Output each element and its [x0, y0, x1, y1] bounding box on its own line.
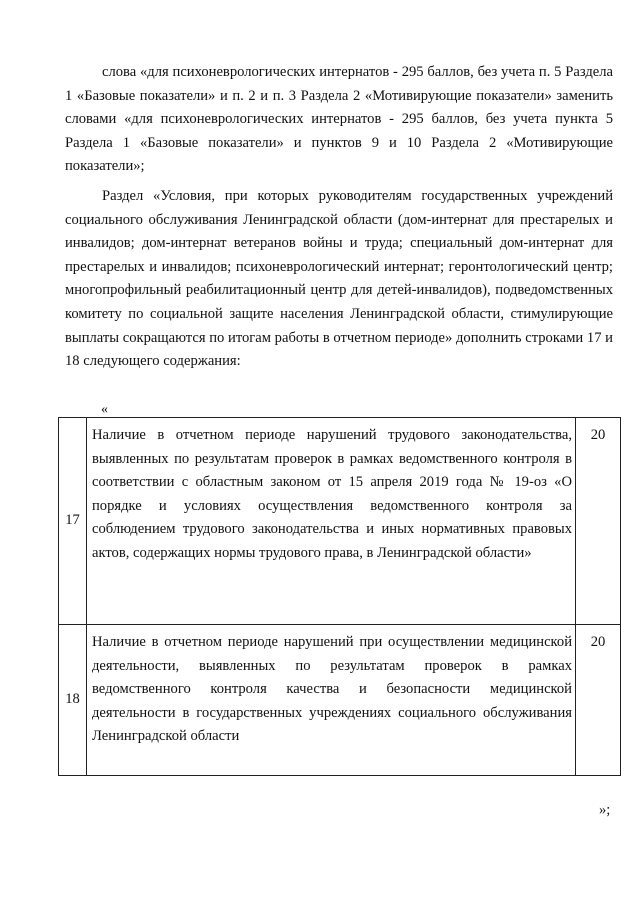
- row-number: 18: [59, 625, 87, 776]
- paragraph-section-conditions: Раздел «Условия, при которых руководителям государственных учреждений социального обслуживания Ленинградской области (дом-интернат для престарелых и инвалидов; дом-интернат ветеранов войны и труда; специальный дом-интернат для престарелых и инвалидов; психоневрологический интернат; геронтологический центр; многопрофильный реабилитационный центр для детей-инвалидов), подведомственных комитету по социальной защите населения Ленинградской области, стимулирующие выплаты сокращаются по итогам работы в отчетном периоде» дополнить строками 17 и 18 следующего содержания:: [65, 188, 613, 370]
- table-row: [59, 418, 621, 625]
- paragraph-replace-words: слова «для психоневрологических интернатов - 295 баллов, без учета п. 5 Раздела 1 «Базовые показатели» и п. 2 и п. 3 Раздела 2 «Мотивирующие показатели» заменить словами «для психоневрологических интернатов - 295 баллов, без учета пункта 5 Раздела 1 «Базовые показатели» и пунктов 9 и 10 Раздела 2 «Мотивирующие показатели»;: [65, 64, 613, 175]
- row-condition-text: Наличие в отчетном периоде нарушений при осуществлении медицинской деятельности, выявленных по результатам проверок в рамках ведомственного контроля качества и безопасности медицинской деятельности в государственных учреждениях социального обслуживания Ленинградской области: [87, 625, 576, 776]
- table-row: [59, 625, 621, 776]
- closing-quote-mark: »;: [599, 802, 611, 818]
- row-condition-text: Наличие в отчетном периоде нарушений трудового законодательства, выявленных по результатам проверок в рамках ведомственного контроля в соответствии с областным законом от 15 апреля 2019 года № 19-оз «О порядке и условиях осуществления ведомственного контроля за соблюдением трудового законодательства и иных нормативных правовых актов, содержащих нормы трудового права, в Ленинградской области»: [87, 418, 576, 625]
- row-points: 20: [576, 625, 621, 776]
- indicators-table: [58, 417, 621, 776]
- row-number: 17: [59, 418, 87, 625]
- opening-quote-mark: «: [101, 402, 108, 417]
- row-points: 20: [576, 418, 621, 625]
